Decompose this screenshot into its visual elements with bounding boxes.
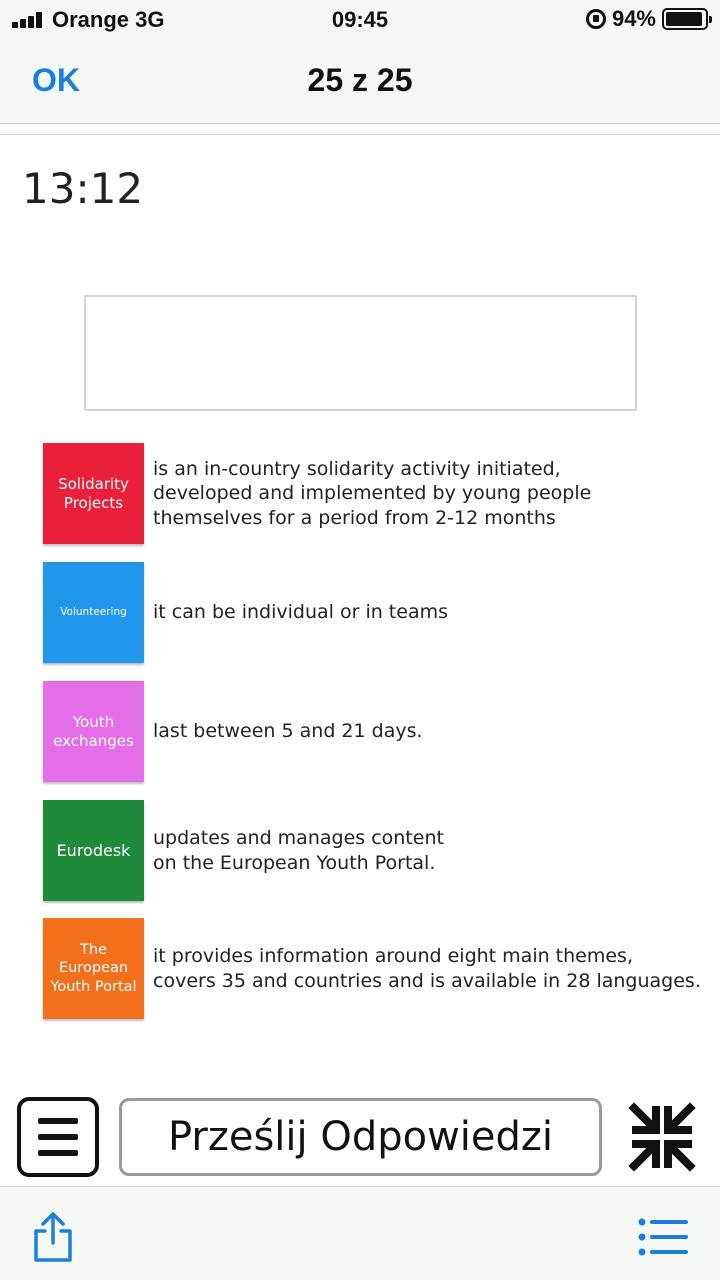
term-tile-solidarity-projects[interactable]: Solidarity Projects	[43, 443, 144, 544]
battery-icon	[662, 8, 708, 30]
answer-drop-zone[interactable]	[84, 295, 637, 411]
page-title: 25 z 25	[307, 62, 413, 98]
carrier-label: Orange 3G	[52, 7, 165, 32]
submit-answers-button[interactable]: Prześlij Odpowiedzi	[119, 1098, 602, 1176]
bottom-toolbar	[0, 1186, 720, 1280]
term-tile-youth-exchanges[interactable]: Youth exchanges	[43, 681, 144, 782]
status-right	[586, 6, 708, 32]
list-icon[interactable]	[638, 1217, 688, 1257]
rotation-lock-icon	[586, 9, 606, 29]
match-row-solidarity	[43, 443, 703, 544]
term-description: it can be individual or in teams	[153, 601, 449, 624]
divider	[0, 134, 720, 135]
term-description: is an in-country solidarity activity initiated, developed and implemented by young people themselves for a period from 2-12 months	[153, 458, 592, 529]
term-description: it provides information around eight main themes, covers 35 and countries and is available in 28 languages.	[153, 945, 701, 992]
term-tile-volunteering[interactable]: Volunteering	[43, 562, 144, 663]
term-tile-european-youth-portal[interactable]: The European Youth Portal	[43, 918, 144, 1019]
match-row-youth-exchanges	[43, 681, 703, 782]
quiz-timer: 13:12	[22, 164, 144, 213]
term-tile-eurodesk[interactable]: Eurodesk	[43, 800, 144, 901]
hamburger-menu-button[interactable]	[17, 1097, 99, 1177]
status-bar	[0, 0, 720, 38]
battery-percent: 94%	[611, 6, 656, 31]
status-clock: 09:45	[331, 7, 389, 32]
match-row-european-youth-portal	[43, 918, 703, 1019]
match-row-volunteering	[43, 562, 703, 663]
nav-bar	[0, 38, 720, 124]
term-description: last between 5 and 21 days.	[153, 720, 423, 743]
share-icon[interactable]	[30, 1211, 76, 1263]
match-row-eurodesk	[43, 800, 703, 901]
term-description: updates and manages content on the European Youth Portal.	[153, 827, 444, 874]
ok-button[interactable]: OK	[32, 62, 80, 98]
hamburger-icon	[38, 1118, 78, 1124]
collapse-arrows-icon[interactable]	[628, 1102, 696, 1172]
